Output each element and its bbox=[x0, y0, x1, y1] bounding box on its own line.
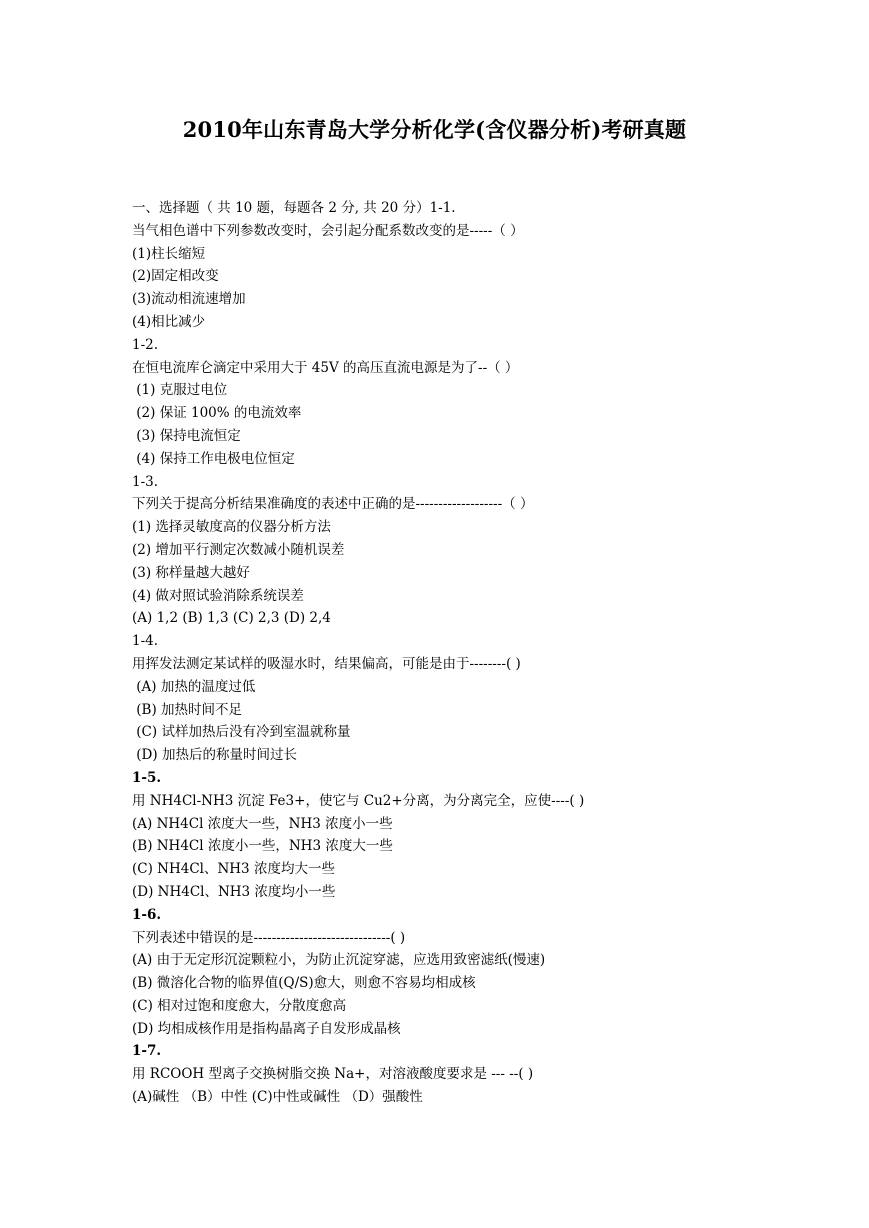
text-line: (A)碱性 （B）中性 (C)中性或碱性 （D）强酸性 bbox=[132, 1089, 423, 1106]
text-line: 下列表述中错误的是------------------------------( ) bbox=[132, 929, 406, 946]
text-line: (A) 加热的温度过低 bbox=[132, 678, 256, 695]
text-line: (1) 克服过电位 bbox=[132, 382, 228, 399]
text-line: 当气相色谱中下列参数改变时，会引起分配系数改变的是-----（ ） bbox=[132, 222, 524, 239]
text-line: 1-4. bbox=[132, 633, 159, 650]
text-line: (A) NH4Cl 浓度大一些，NH3 浓度小一些 bbox=[132, 815, 393, 832]
text-line: 下列关于提高分析结果准确度的表述中正确的是-------------------（ ） bbox=[132, 496, 534, 513]
text-line: 1-5. bbox=[132, 769, 162, 786]
text-line: (4)相比减少 bbox=[132, 313, 206, 330]
text-line: (B) 加热时间不足 bbox=[132, 701, 243, 718]
text-line: 1-3. bbox=[132, 473, 159, 490]
text-line: (A) 1,2 (B) 1,3 (C) 2,3 (D) 2,4 bbox=[132, 610, 331, 627]
text-line: 用 RCOOH 型离子交换树脂交换 Na+，对溶液酸度要求是 --- --( ) bbox=[132, 1066, 534, 1083]
text-line: (4) 做对照试验消除系统误差 bbox=[132, 587, 304, 604]
text-line: (D) 加热后的称量时间过长 bbox=[132, 747, 297, 764]
text-line: (C) 相对过饱和度愈大，分散度愈高 bbox=[132, 997, 347, 1014]
text-line: (C) 试样加热后没有冷到室温就称量 bbox=[132, 724, 351, 741]
text-line: (3) 称样量越大越好 bbox=[132, 564, 250, 581]
text-line: 用 NH4Cl-NH3 沉淀 Fe3+，使它与 Cu2+分离，为分离完全，应使----( ) bbox=[132, 792, 585, 809]
text-line: (C) NH4Cl、NH3 浓度均大一些 bbox=[132, 861, 335, 878]
text-line: (D) NH4Cl、NH3 浓度均小一些 bbox=[132, 883, 336, 900]
text-line: (3)流动相流速增加 bbox=[132, 291, 246, 308]
document-title: 2010年山东青岛大学分析化学(含仪器分析)考研真题 bbox=[182, 117, 687, 142]
text-line: 一、选择题（ 共 10 题，每题各 2 分, 共 20 分）1-1. bbox=[132, 200, 456, 216]
text-line: (1)柱长缩短 bbox=[132, 245, 206, 262]
text-line: (2) 增加平行测定次数减小随机误差 bbox=[132, 541, 345, 558]
text-line: (B) 微溶化合物的临界值(Q/S)愈大，则愈不容易均相成核 bbox=[132, 975, 476, 992]
text-line: (3) 保持电流恒定 bbox=[132, 427, 241, 444]
text-line: (A) 由于无定形沉淀颗粒小，为防止沉淀穿滤，应选用致密滤纸(慢速) bbox=[132, 952, 546, 969]
text-line: 用挥发法测定某试样的吸湿水时，结果偏高，可能是由于--------( ) bbox=[132, 655, 521, 672]
question-list bbox=[132, 197, 752, 1109]
text-line: 在恒电流库仑滴定中采用大于 45V 的高压直流电源是为了--（ ） bbox=[132, 359, 519, 376]
text-line: (D) 均相成核作用是指构晶离子自发形成晶核 bbox=[132, 1020, 401, 1037]
text-line: (2)固定相改变 bbox=[132, 268, 219, 285]
text-line: (2) 保证 100% 的电流效率 bbox=[132, 405, 302, 422]
text-line: 1-7. bbox=[132, 1043, 162, 1060]
text-line: (1) 选择灵敏度高的仪器分析方法 bbox=[132, 519, 331, 536]
text-line: (B) NH4Cl 浓度小一些，NH3 浓度大一些 bbox=[132, 838, 393, 855]
text-line: 1-6. bbox=[132, 906, 162, 923]
text-line: (4) 保持工作电极电位恒定 bbox=[132, 450, 295, 467]
text-line: 1-2. bbox=[132, 336, 159, 353]
